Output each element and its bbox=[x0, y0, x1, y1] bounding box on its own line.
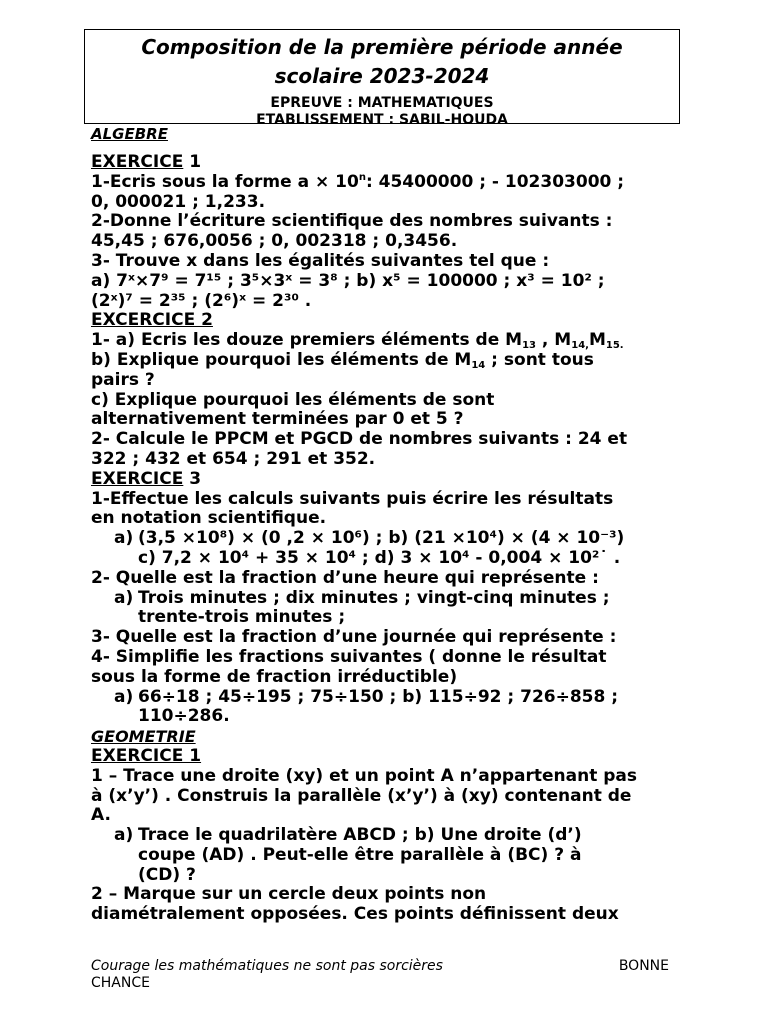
ex3-q2a-line1: Trois minutes ; dix minutes ; vingt-cinq minutes ; bbox=[138, 587, 610, 608]
geo-q1a bbox=[91, 826, 691, 846]
ex1-q1-line1 bbox=[91, 173, 691, 193]
geo-q1-line3: A. bbox=[91, 805, 111, 826]
ex2-q1b-line2: pairs ? bbox=[91, 369, 155, 390]
footer-bonne: BONNE bbox=[618, 958, 669, 974]
exercise-3-number: 3 bbox=[183, 468, 202, 489]
geo-q1a-label: a) bbox=[114, 825, 134, 846]
exam-school: ETABLISSEMENT : SABIL-HOUDA bbox=[256, 112, 508, 124]
ex3-q4-line2: sous la forme de fraction irréductible) bbox=[91, 666, 458, 687]
exercise-1-number: 1 bbox=[183, 152, 202, 172]
ex2-q1b-post: ; sont tous bbox=[485, 349, 594, 370]
ex1-q1-text: 1-Ecris sous la forme a × 10 bbox=[91, 171, 359, 192]
ex3-q1c-text: c) 7,2 × 10⁴ + 35 × 10⁴ ; d) 3 × 10⁴ - 0,004 × 10²˙ . bbox=[138, 547, 621, 568]
ex3-q2a-label: a) bbox=[114, 587, 134, 608]
ex2-q1a-mid: , M bbox=[536, 330, 572, 351]
ex1-q2-line1: 2-Donne l’écriture scientifique des nombres suivants : bbox=[91, 211, 613, 232]
section-algebra: ALGEBRE bbox=[91, 125, 168, 143]
ex2-q1a bbox=[91, 331, 691, 351]
ex1-q2-line2: 45,45 ; 676,0056 ; 0, 002318 ; 0,3456. bbox=[91, 231, 458, 252]
ex2-q1a-sub3: 15. bbox=[605, 340, 624, 352]
ex3-q4a-label: a) bbox=[114, 686, 134, 707]
ex1-q1-numbers: : 45400000 ; - 102303000 ; bbox=[365, 171, 625, 192]
ex2-q1a-text: 1- a) Ecris les douze premiers éléments de M bbox=[91, 330, 523, 351]
ex2-q1a-sub2: 14, bbox=[571, 340, 589, 352]
ex1-q1-exponent: n bbox=[358, 171, 366, 183]
ex2-q2-line2: 322 ; 432 et 654 ; 291 et 352. bbox=[91, 448, 376, 469]
header-box bbox=[84, 29, 680, 124]
footer-line1 bbox=[91, 958, 671, 975]
ex3-q2a bbox=[91, 589, 691, 609]
ex3-q3: 3- Quelle est la fraction d’une journée qui représente : bbox=[91, 627, 617, 648]
exercise-2-title: EXCERCICE 2 bbox=[91, 310, 213, 331]
geo-q1a-line2: coupe (AD) . Peut-elle être parallèle à (BC) ? à bbox=[138, 844, 582, 865]
ex3-q1a-text: (3,5 ×10⁸) × (0 ,2 × 10⁶) ; b) (21 ×10⁴) × (4 × 10⁻³) bbox=[138, 528, 625, 549]
exercise-3-title-word: EXERCICE bbox=[91, 468, 184, 489]
ex2-q1b bbox=[91, 351, 691, 371]
footer-chance: CHANCE bbox=[91, 975, 150, 991]
exercise-1-title-word: EXERCICE bbox=[91, 152, 184, 172]
ex3-q1a bbox=[91, 529, 691, 549]
ex2-q1c-line1: c) Explique pourquoi les éléments de sont bbox=[91, 389, 495, 410]
ex2-q1c-line2: alternativement terminées par 0 et 5 ? bbox=[91, 409, 464, 430]
ex3-q4a-line2: 110÷286. bbox=[138, 706, 230, 727]
ex3-q2a-line2: trente-trois minutes ; bbox=[138, 607, 346, 628]
exercise-1-title bbox=[91, 153, 691, 173]
footer bbox=[91, 958, 671, 992]
geo-q2-line1: 2 – Marque sur un cercle deux points non bbox=[91, 884, 487, 905]
exam-subject: EPREUVE : MATHEMATIQUES bbox=[270, 95, 494, 111]
ex3-q1-line1: 1-Effectue les calculs suivants puis écrire les résultats bbox=[91, 488, 614, 509]
ex3-q1c bbox=[91, 549, 691, 569]
ex2-q1a-mid2: M bbox=[588, 330, 606, 351]
ex2-q1a-sub1: 13 bbox=[522, 340, 537, 352]
ex3-q4a bbox=[91, 688, 691, 708]
ex3-q1-line2: en notation scientifique. bbox=[91, 508, 327, 529]
ex1-q3: 3- Trouve x dans les égalités suivantes tel que : bbox=[91, 250, 550, 271]
geo-q2-line2: diamétralement opposées. Ces points définissent deux bbox=[91, 904, 619, 925]
geo-exercise-1-title: EXERCICE 1 bbox=[91, 745, 202, 766]
ex3-q2: 2- Quelle est la fraction d’une heure qui représente : bbox=[91, 567, 599, 588]
ex1-q1-line2: 0, 000021 ; 1,233. bbox=[91, 191, 266, 212]
exercise-3-title bbox=[91, 470, 691, 490]
section-geometry: GEOMETRIE bbox=[91, 727, 196, 747]
ex1-q3-line2: (2ˣ)⁷ = 2³⁵ ; (2⁶)ˣ = 2³⁰ . bbox=[91, 290, 312, 311]
ex3-q4-line1: 4- Simplifie les fractions suivantes ( donne le résultat bbox=[91, 646, 607, 667]
ex1-q3-line1: a) 7ˣ×7⁹ = 7¹⁵ ; 3⁵×3ˣ = 3⁸ ; b) x⁵ = 100000 ; x³ = 10² ; bbox=[91, 270, 605, 291]
geo-q1-line1: 1 – Trace une droite (xy) et un point A n’appartenant pas bbox=[91, 765, 638, 786]
footer-motto: Courage les mathématiques ne sont pas sorcières bbox=[91, 958, 443, 974]
exam-title-line2: scolaire 2023-2024 bbox=[274, 64, 490, 88]
ex2-q1b-sub: 14 bbox=[471, 359, 486, 371]
ex2-q1b-text: b) Explique pourquoi les éléments de M bbox=[91, 349, 472, 370]
geo-q1-line2: à (x’y’) . Construis la parallèle (x’y’) à (xy) contenant de bbox=[91, 785, 632, 806]
geo-q1a-line3: (CD) ? bbox=[138, 864, 196, 885]
exam-title-line1: Composition de la première période année bbox=[141, 35, 623, 59]
ex3-q1a-label: a) bbox=[114, 528, 134, 549]
ex3-q4a-line1: 66÷18 ; 45÷195 ; 75÷150 ; b) 115÷92 ; 726÷858 ; bbox=[138, 686, 619, 707]
exam-content bbox=[91, 126, 691, 925]
ex2-q2-line1: 2- Calcule le PPCM et PGCD de nombres suivants : 24 et bbox=[91, 429, 628, 450]
geo-q1a-line1: Trace le quadrilatère ABCD ; b) Une droite (d’) bbox=[138, 825, 582, 846]
